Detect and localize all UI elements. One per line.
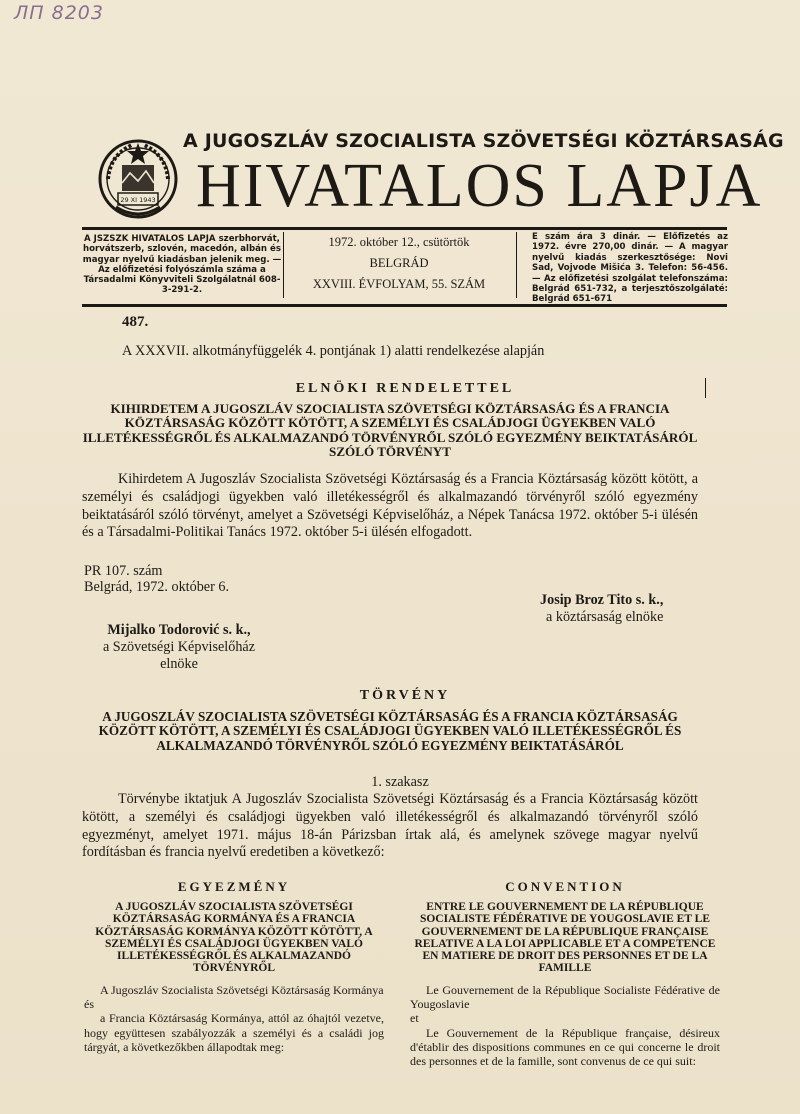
left-paragraph-2: és [84, 997, 94, 1012]
law-title: TÖRVÉNY [359, 688, 451, 703]
handwritten-note: ЛП 8203 [14, 2, 104, 24]
right-column-heading: ENTRE LE GOUVERNEMENT DE LA RÉPUBLIQUE SOCIALISTE FÉDÉRATIVE DE YOUGOSLAVIE ET LE GOUVERNEMENT DE LA RÉPUBLIQUE FRANÇAISE RELATIVE A LA LOI APPLICABLE ET A COMPETENCE EN MATIERE DE DROIT DES PERSONNES ET DE LA FAMILLE [414, 901, 716, 975]
header-price-info: E szám ára 3 dinár. — Előfizetés az 1972. évre 270,00 dinár. — A magyar nyelvű kiadás szerkesztősége: Novi Sad, Vojvode Mišića 3. Telefon: 56-456. — Az előfizetési szolgálat telefonszáma: Belgrád 651-732, a terjesztőszolgálaté: Belgrád 651-671 [532, 232, 728, 305]
assembly-president-title: a Szövetségi Képviselőház [102, 639, 256, 655]
margin-mark [705, 378, 706, 398]
left-column-text [84, 983, 384, 1054]
emblem-date: 29 XI 1943 [120, 196, 156, 204]
masthead-title: HIVATALOS LAPJA [196, 152, 763, 220]
decree-heading: KIHIRDETEM A JUGOSZLÁV SZOCIALISTA SZÖVETSÉGI KÖZTÁRSASÁG ÉS A FRANCIA KÖZTÁRSASÁG KÖZÖTT KÖTÖTT, A SZEMÉLYI ÉS CSALÁDJOGI ÜGYEKBEN VALÓ ILLETÉKESSÉGRŐL ÉS ALKALMAZANDÓ TÖRVÉNYRŐL SZÓLÓ EGYEZMÉNY BEIKTATÁSÁRÓL SZÓLÓ TÖRVÉNYT [82, 401, 698, 459]
right-column-text [410, 983, 720, 1068]
issue-city: BELGRÁD [369, 256, 429, 270]
document-number: 487. [122, 314, 149, 330]
place-date: Belgrád, 1972. október 6. [84, 579, 229, 595]
header-subscription-info: A JSZSZK HIVATALOS LAPJA szerbhorvát, horvátszerb, szlovén, macedón, albán és magyar nyelvű kiadásban jelenik meg. — Az előfizetési folyószámla száma a Társadalmi Könyvviteli Szolgálatnál 608-3-291-2. [82, 234, 282, 296]
intro-text: A XXXVII. alkotmányfüggelék 4. pontjának 1) alatti rendelkezése alapján [122, 343, 545, 359]
issue-date: 1972. október 12., csütörtök [328, 235, 470, 249]
president-name: Josip Broz Tito s. k., [540, 592, 664, 608]
law-heading: A JUGOSZLÁV SZOCIALISTA SZÖVETSÉGI KÖZTÁRSASÁG ÉS A FRANCIA KÖZTÁRSASÁG KÖZÖTT KÖTÖTT, A SZEMÉLYI ÉS CSALÁDJOGI ÜGYEKBEN VALÓ ILLETÉKESSÉGRŐL ÉS ALKALMAZANDÓ TÖRVÉNYRŐL SZÓLÓ EGYEZMÉNY BEIKTATÁSÁRÓL [98, 709, 682, 753]
masthead-top-line: A JUGOSZLÁV SZOCIALISTA SZÖVETSÉGI KÖZTÁRSASÁG [183, 130, 784, 152]
left-column-heading: A JUGOSZLÁV SZOCIALISTA SZÖVETSÉGI KÖZTÁRSASÁG KORMÁNYA ÉS A FRANCIA KÖZTÁRSASÁG KORMÁNYA KÖZÖTT KÖTÖTT, A SZEMÉLYI ÉS CSALÁDJOGI ÜGYEKBEN VALÓ ILLETÉKESSÉGRŐL ÉS ALKALMAZANDÓ TÖRVÉNYRŐL [95, 901, 373, 975]
header-top-rule [82, 227, 727, 230]
section-1-body: Törvénybe iktatjuk A Jugoszláv Szocialista Szövetségi Köztársaság és a Francia Köztársaság között kötött, a személyi és családjogi ügyekben való illetékességről és alkalmazandó törvényről szóló egyezményt, amelyet 1971. május 18-án Párizsban írtak alá, és amelynek szövege magyar nyelvű fordításban és francia nyelvű eredetiben a következő: [82, 791, 698, 861]
decree-body: Kihirdetem A Jugoszláv Szocialista Szövetségi Köztársaság és a Francia Köztársaság között kötött, a személyi és családjogi ügyekben való illetékességről és alkalmazandó törvényről szóló egyezmény beiktatásáról szóló törvényt, amelyet a Szövetségi Képviselőház, a Népek Tanácsa 1972. október 5-i ülésén és a Társadalmi-Politikai Tanács 1972. október 5-i ülésén elfogadott. [82, 471, 698, 541]
header-divider-right [516, 232, 517, 298]
right-paragraph-3: Le Gouvernement de la République française, désireux d'établir des dispositions communes en ce qui concerne le droit des personnes et de la famille, sont convenus de ce qui suit: [410, 1025, 720, 1069]
signature-president [540, 592, 663, 626]
left-column-title: EGYEZMÉNY [177, 879, 291, 894]
decree-title: ELNÖKI RENDELETTEL [295, 381, 515, 396]
left-paragraph-3: a Francia Köztársaság Kormánya, attól az óhajtól vezetve, hogy együttesen szabályozzák a személyi és a családi jog tárgyát, a következőkben állapodtak meg: [84, 1011, 384, 1054]
header-issue-info [286, 232, 512, 295]
state-emblem-icon [96, 135, 180, 223]
issue-number: XXVIII. ÉVFOLYAM, 55. SZÁM [312, 277, 486, 291]
right-paragraph-1: Le Gouvernement de la République Socialiste Fédérative de Yougoslavie [410, 983, 720, 1012]
header-divider-left [283, 232, 284, 298]
right-column-title: CONVENTION [505, 879, 625, 894]
president-title: a köztársaság elnöke [546, 609, 664, 625]
left-paragraph-1: A Jugoszláv Szocialista Szövetségi Köztársaság Kormánya [100, 983, 384, 997]
assembly-president-title-2: elnöke [160, 656, 198, 672]
assembly-president-name: Mijalko Todorović s. k., [107, 622, 251, 638]
signature-assembly [84, 622, 274, 673]
section-1: 1. szakasz [371, 774, 429, 790]
reference-number: PR 107. szám [84, 563, 163, 579]
right-paragraph-2: et [410, 1011, 419, 1026]
